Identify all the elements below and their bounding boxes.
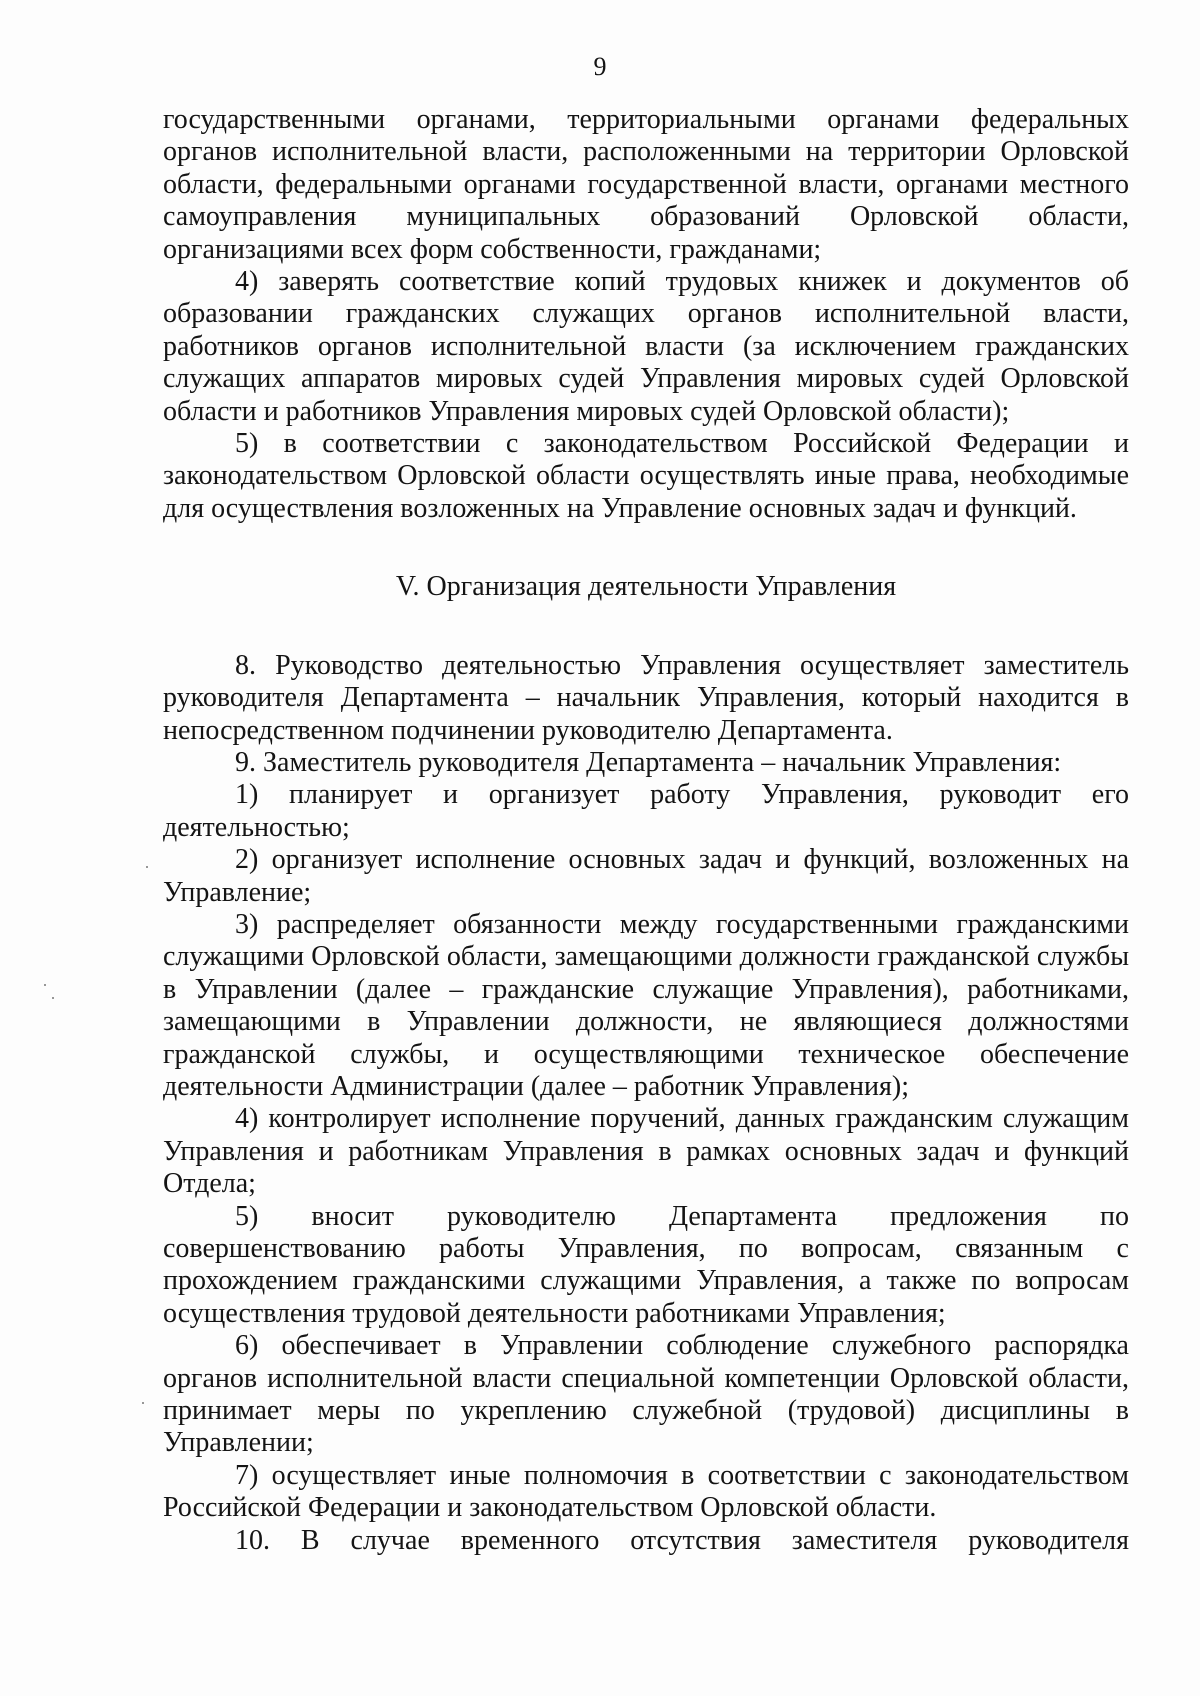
rights-item-5: 5) в соответствии с законодательством Российской Федерации и законодательством Орловской области осуществлять иные права, необходимые для осуществления возложенных на Управление основных задач и функций. — [163, 428, 1129, 524]
paragraph-9: 9. Заместитель руководителя Департамента – начальник Управления: — [235, 746, 1062, 778]
page-number: 9 — [593, 52, 607, 81]
duty-item-1: 1) планирует и организует работу Управления, руководит его деятельностью; — [163, 779, 1129, 843]
scan-speck — [142, 1402, 144, 1404]
duty-item-6: 6) обеспечивает в Управлении соблюдение служебного распорядка органов исполнительной власти специальной компетенции Орловской области, принимает меры по укреплению служебной (трудовой) дисциплины в Управлении; — [163, 1330, 1129, 1459]
scan-speck — [146, 866, 148, 868]
duty-item-5: 5) вносит руководителю Департамента предложения по совершенствованию работы Управления, по вопросам, связанным с прохождением гражданскими служащими Управления, а также по вопросам осуществления трудовой деятельности работниками Управления; — [163, 1200, 1129, 1329]
paragraph-8: 8. Руководство деятельностью Управления осуществляет заместитель руководителя Департамента – начальник Управления, который находится в непосредственном подчинении руководителю Департамента. — [163, 649, 1129, 746]
rights-item-4: 4) заверять соответствие копий трудовых книжек и документов об образовании гражданских служащих органов исполнительной власти, работников органов исполнительной власти (за исключением гражданских служащих аппаратов мировых судей Управления мировых судей Орловской области и работников Управления мировых судей Орловской области); — [163, 266, 1129, 427]
document-body — [163, 104, 1129, 1557]
duty-item-3: 3) распределяет обязанности между государственными гражданскими служащими Орловской области, замещающими должности гражданской службы в Управлении (далее – гражданские служащие Управления), работниками, замещающими в Управлении должности, не являющиеся должностями гражданской службы, и осуществляющими техническое обеспечение деятельности Администрации (далее – работник Управления); — [163, 908, 1129, 1102]
scan-speck — [52, 997, 54, 999]
scan-speck — [44, 984, 46, 986]
paragraph-10-start: 10. В случае временного отсутствия заместителя руководителя — [235, 1524, 1129, 1556]
duty-item-4: 4) контролирует исполнение поручений, данных гражданским служащим Управления и работникам Управления в рамках основных задач и функций Отдела; — [163, 1103, 1129, 1200]
duty-item-2: 2) организует исполнение основных задач и функций, возложенных на Управление; — [163, 844, 1129, 908]
continuation-paragraph: государственными органами, территориальными органами федеральных органов исполнительной власти, расположенными на территории Орловской области, федеральными органами государственной власти, органами местного самоуправления муниципальных образований Орловской области, организациями всех форм собственности, гражданами; — [163, 104, 1129, 265]
section-heading: V. Организация деятельности Управления — [395, 571, 897, 603]
duty-item-7: 7) осуществляет иные полномочия в соответствии с законодательством Российской Федерации и законодательством Орловской области. — [163, 1459, 1129, 1524]
